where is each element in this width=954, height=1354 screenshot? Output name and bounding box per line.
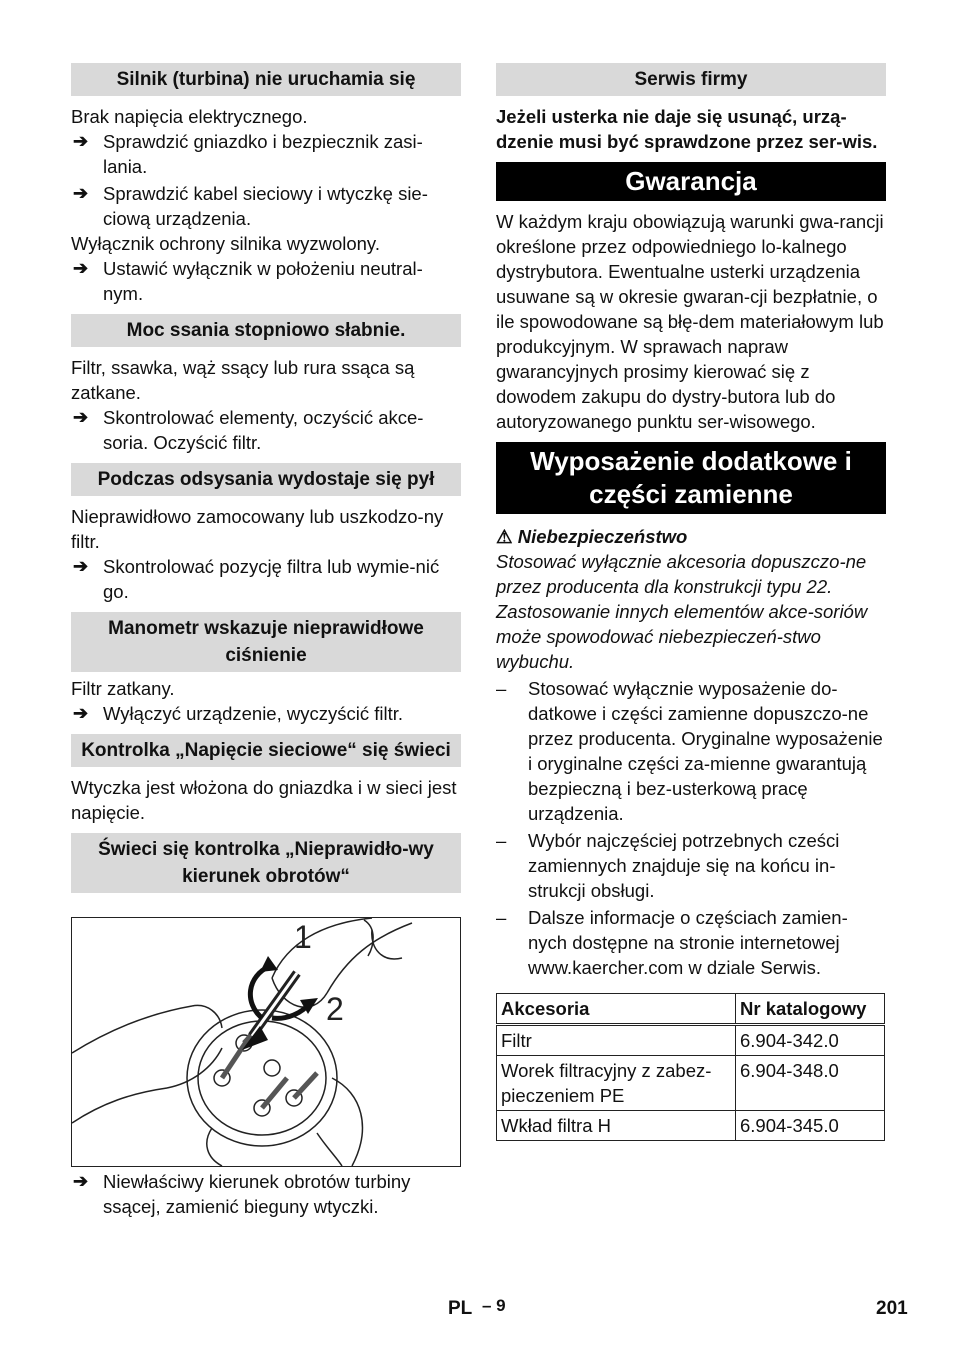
right-column — [496, 63, 886, 1141]
arrow-right-icon: ➔ — [73, 183, 89, 203]
table-row — [497, 1111, 885, 1141]
action-item: ➔ Skontrolować pozycję filtra lub wymie-nić go. — [73, 556, 440, 602]
action-item: ➔ Niewłaściwy kierunek obrotów turbiny ssącej, zamienić bieguny wtyczki. — [73, 1171, 411, 1217]
heading-motor-not-starting: Silnik (turbina) nie uruchamia się — [71, 63, 461, 96]
heading-warranty: Gwarancja — [496, 162, 886, 201]
warning-triangle-icon: ⚠ — [496, 526, 513, 547]
figure-label-2: 2 — [326, 991, 344, 1027]
danger-text: Stosować wyłącznie akcesoria dopuszczo-ne przez producenta dla konstrukcji typu 22. Zastosowanie innych elementów akce-soriów może spowodować niebezpieczeń-stwo wybuchu. — [496, 551, 868, 672]
table-header-row — [497, 994, 885, 1025]
column-header-catalog-number: Nr katalogowy — [736, 994, 885, 1025]
danger-heading: ⚠ Niebezpieczeństwo — [496, 526, 688, 547]
table-cell-catalog-number: 6.904-348.0 — [736, 1056, 885, 1111]
heading-mains-lamp: Kontrolka „Napięcie sieciowe“ się świeci — [71, 734, 461, 767]
action-item: ➔ Ustawić wyłącznik w położeniu neutral-nym. — [73, 258, 423, 304]
action-item: ➔ Sprawdzić gniazdko i bezpiecznik zasi-lania. — [73, 131, 423, 177]
table-cell-catalog-number: 6.904-345.0 — [736, 1111, 885, 1141]
list-item: – Wybór najczęściej potrzebnych cześci zamiennych znajduje się na końcu in-strukcji obsługi. — [496, 830, 840, 901]
list-item: – Stosować wyłącznie wyposażenie do-datkowe i części zamienne dopuszczo-ne przez producenta. Oryginalne wyposażenie i oryginalne części za-mienne gwarantują bezpieczną i bez-usterkową pracę urządzenia. — [496, 678, 883, 824]
footer-page-number: 201 — [876, 1298, 908, 1319]
list-item: – Dalsze informacje o częściach zamien-nych dostępne na stronie internetowej www.kaercher.com w dziale Serwis. — [496, 907, 848, 978]
heading-manometer: Manometr wskazuje nieprawidłowe ciśnienie — [71, 612, 461, 672]
arrow-right-icon: ➔ — [73, 407, 89, 427]
cause-text: Brak napięcia elektrycznego. — [71, 106, 308, 127]
arrow-right-icon: ➔ — [73, 703, 89, 723]
arrow-right-icon: ➔ — [73, 556, 89, 576]
cause-text: Filtr, ssawka, wąż ssący lub rura ssąca są zatkane. — [71, 357, 415, 403]
plug-illustration-svg — [72, 918, 460, 1166]
footer-page-label: – 9 — [482, 1296, 506, 1315]
heading-wrong-rotation: Świeci się kontrolka „Nieprawidło-wy kierunek obrotów“ — [71, 833, 461, 893]
accessories-table — [496, 993, 885, 1141]
service-text: Jeżeli usterka nie daje się usunąć, urzą-dzenie musi być sprawdzone przez ser-wis. — [496, 106, 878, 152]
cause-text: Nieprawidłowo zamocowany lub uszkodzo-ny filtr. — [71, 506, 444, 552]
warranty-text: W każdym kraju obowiązują warunki gwa-rancji określone przez odpowiedniego lo-kalnego dystrybutora. Ewentualne usterki urządzenia usuwane są w okresie gwaran-cji bezpłatnie, o ile spowodowane są błę-dem materiałowym lub produkcyjnym. W sprawach napraw gwarancyjnych prosimy kierować się z dowodem zakupu do dystry-butora lub do autoryzowanego punktu ser-wisowego. — [496, 211, 884, 432]
figure-label-1: 1 — [294, 919, 312, 955]
cause-text: Wtyczka jest włożona do gniazdka i w sieci jest napięcie. — [71, 777, 457, 823]
table-row — [497, 1025, 885, 1056]
arrow-right-icon: ➔ — [73, 1171, 89, 1191]
action-item: ➔ Sprawdzić kabel sieciowy i wtyczkę sie-ciową urządzenia. — [73, 183, 428, 229]
heading-accessories: Wyposażenie dodatkowe i części zamienne — [496, 442, 886, 514]
arrow-right-icon: ➔ — [73, 258, 89, 278]
footer-language: PL — [448, 1298, 473, 1319]
action-item: ➔ Skontrolować elementy, oczyścić akce-soria. Oczyścić filtr. — [73, 407, 424, 453]
heading-dust-escapes: Podczas odsysania wydostaje się pył — [71, 463, 461, 496]
arrow-right-icon: ➔ — [73, 131, 89, 151]
table-row — [497, 1056, 885, 1111]
plug-pole-swap-illustration — [71, 917, 461, 1167]
cause-text: Wyłącznik ochrony silnika wyzwolony. — [71, 233, 380, 254]
cause-text: Filtr zatkany. — [71, 678, 175, 699]
table-cell-catalog-number: 6.904-342.0 — [736, 1025, 885, 1056]
table-cell-accessory: Wkład filtra H — [497, 1111, 736, 1141]
table-cell-accessory: Filtr — [497, 1025, 736, 1056]
heading-service: Serwis firmy — [496, 63, 886, 96]
heading-suction-power: Moc ssania stopniowo słabnie. — [71, 314, 461, 347]
table-cell-accessory: Worek filtracyjny z zabez-pieczeniem PE — [497, 1056, 736, 1111]
left-column — [71, 63, 461, 1219]
action-item: ➔ Wyłączyć urządzenie, wyczyścić filtr. — [73, 703, 404, 724]
column-header-accessory: Akcesoria — [497, 994, 736, 1025]
